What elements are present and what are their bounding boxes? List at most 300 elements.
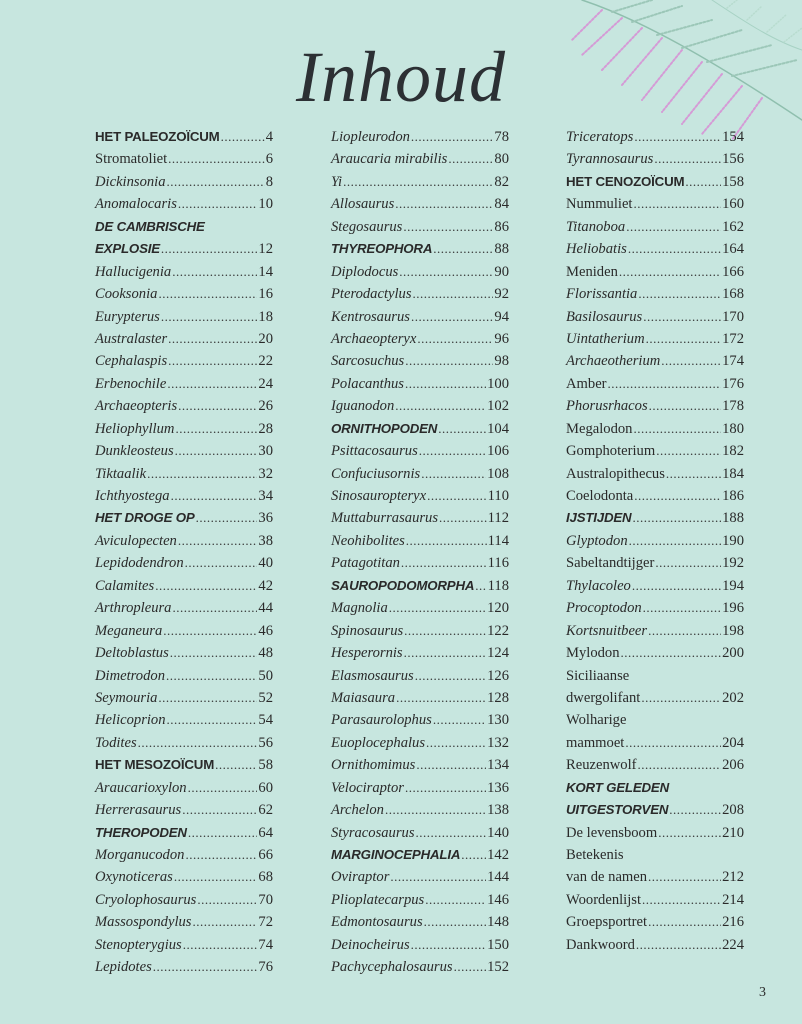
toc-entry-name: Cooksonia <box>95 286 158 303</box>
toc-dot-leader <box>166 665 257 687</box>
toc-page-number: 18 <box>258 308 273 325</box>
toc-entry-name: Australaster <box>95 330 168 347</box>
toc-entry <box>331 171 509 193</box>
toc-entry-name: Stegosaurus <box>331 218 403 235</box>
toc-entry-name: Yi <box>331 173 343 190</box>
toc-entry-name: HET MESOZOÏCUM <box>95 757 215 773</box>
toc-dot-leader <box>426 732 486 754</box>
toc-page-number: 66 <box>258 847 273 863</box>
toc-entry <box>566 328 744 350</box>
toc-dot-leader <box>185 552 258 574</box>
toc-dot-leader <box>404 620 486 642</box>
toc-dot-leader <box>175 440 258 462</box>
toc-page-number: 114 <box>487 532 509 549</box>
toc-entry <box>95 193 273 215</box>
toc-dot-leader <box>405 373 486 395</box>
toc-entry <box>331 283 509 305</box>
toc-page-number: 52 <box>258 689 273 706</box>
toc-entry-name: Oviraptor <box>331 869 390 886</box>
toc-entry <box>566 193 744 215</box>
toc-entry-name: Uintatherium <box>566 330 645 347</box>
toc-entry <box>566 463 744 485</box>
toc-entry <box>95 440 273 462</box>
toc-page-number: 110 <box>487 488 509 504</box>
toc-page-number: 104 <box>487 420 509 437</box>
toc-dot-leader <box>413 283 494 305</box>
toc-dot-leader <box>632 507 721 529</box>
toc-entry-name: Arthropleura <box>95 600 172 617</box>
toc-entry-name: Herrerasaurus <box>95 802 182 819</box>
toc-entry <box>95 889 273 911</box>
toc-page-number: 136 <box>487 779 509 796</box>
toc-entry <box>95 485 273 507</box>
toc-entry-name: Confuciusornis <box>331 465 421 482</box>
toc-dot-leader <box>642 889 721 911</box>
toc-entry-name: Basilosaurus <box>566 308 643 325</box>
toc-entry <box>566 306 744 328</box>
toc-entry-name: HET DROGE OP <box>95 510 195 526</box>
toc-entry <box>95 350 273 372</box>
toc-entry <box>331 777 509 799</box>
toc-dot-leader <box>192 911 257 933</box>
toc-page-number: 116 <box>487 555 509 572</box>
toc-dot-leader <box>170 642 258 664</box>
toc-dot-leader <box>221 126 265 148</box>
toc-entry <box>566 822 744 844</box>
toc-page-number: 78 <box>494 129 509 145</box>
toc-entry <box>566 597 744 619</box>
toc-dot-leader <box>167 171 265 193</box>
toc-entry <box>331 261 509 283</box>
toc-page-number: 12 <box>258 241 273 258</box>
toc-entry-name: Meniden <box>566 263 618 280</box>
toc-entry-name: Groepsportret <box>566 914 648 931</box>
toc-entry <box>95 463 273 485</box>
toc-entry-name: MARGINOCEPHALIA <box>331 847 461 862</box>
toc-entry-name: EXPLOSIE <box>95 241 160 257</box>
toc-dot-leader <box>626 216 721 238</box>
toc-entry <box>331 889 509 911</box>
toc-page-number: 20 <box>258 330 273 347</box>
toc-entry-name: Neohibolites <box>331 532 405 549</box>
toc-page-number: 158 <box>722 173 744 190</box>
toc-entry-name: Parasaurolophus <box>331 712 432 729</box>
toc-entry-name: Lepidodendron <box>95 555 184 572</box>
toc-page-number: 54 <box>258 712 273 729</box>
toc-section-heading <box>566 507 744 529</box>
toc-dot-leader <box>405 350 493 372</box>
toc-entry <box>566 552 744 574</box>
toc-page-number: 64 <box>258 824 273 841</box>
toc-page-number: 44 <box>258 600 273 617</box>
toc-entry-name: Deinocheirus <box>331 936 410 953</box>
toc-dot-leader <box>396 687 486 709</box>
toc-entry-name: Heliophyllum <box>95 420 175 437</box>
toc-dot-leader <box>406 530 487 552</box>
toc-page-number: 198 <box>722 622 744 639</box>
toc-entry-name: Deltoblastus <box>95 645 169 662</box>
toc-dot-leader <box>405 777 486 799</box>
toc-entry <box>566 485 744 507</box>
toc-entry <box>331 956 509 978</box>
toc-entry <box>95 620 273 642</box>
toc-entry <box>95 261 273 283</box>
toc-dot-leader <box>625 732 721 754</box>
toc-entry <box>566 844 744 866</box>
toc-dot-leader <box>655 552 721 574</box>
toc-entry <box>331 687 509 709</box>
toc-page-number: 46 <box>258 622 273 639</box>
toc-dot-leader <box>633 193 721 215</box>
toc-entry-name: Pterodactylus <box>331 286 412 303</box>
toc-entry-name: Tiktaalik <box>95 465 147 482</box>
toc-dot-leader <box>433 238 493 260</box>
toc-page-number: 210 <box>722 824 744 841</box>
toc-dot-leader <box>158 687 257 709</box>
toc-dot-leader <box>161 306 258 328</box>
toc-section-heading <box>331 418 509 440</box>
toc-entry <box>566 440 744 462</box>
toc-entry-name: Calamites <box>95 577 155 594</box>
toc-dot-leader <box>648 866 721 888</box>
toc-dot-leader <box>658 822 721 844</box>
toc-page-number: 138 <box>487 802 509 819</box>
toc-entry <box>95 171 273 193</box>
toc-page-number: 4 <box>265 129 273 145</box>
toc-entry-name: Florissantia <box>566 286 638 303</box>
toc-entry-name: Styracosaurus <box>331 824 415 841</box>
toc-entry <box>331 822 509 844</box>
toc-dot-leader <box>634 485 721 507</box>
toc-page-number: 8 <box>265 173 273 190</box>
toc-dot-leader <box>411 126 493 148</box>
toc-dot-leader <box>421 463 486 485</box>
toc-dot-leader <box>168 148 265 170</box>
toc-column-1 <box>95 126 273 979</box>
toc-page-number: 70 <box>258 891 273 908</box>
toc-entry-name: Sabeltandtijger <box>566 555 655 572</box>
toc-entry <box>95 687 273 709</box>
toc-entry <box>566 732 744 754</box>
toc-entry-name: Kentrosaurus <box>331 308 410 325</box>
toc-page-number: 58 <box>258 757 273 774</box>
toc-dot-leader <box>161 238 258 260</box>
toc-entry <box>331 754 509 776</box>
toc-entry <box>566 620 744 642</box>
toc-page-number: 122 <box>487 622 509 639</box>
toc-page-number: 216 <box>722 914 744 931</box>
toc-page-number: 196 <box>722 600 744 617</box>
toc-entry-name: Procoptodon <box>566 600 642 617</box>
toc-entry <box>566 530 744 552</box>
toc-entry-name: HET PALEOZOÏCUM <box>95 129 220 144</box>
toc-entry <box>566 148 744 170</box>
toc-entry-name: Eurypterus <box>95 308 160 325</box>
toc-dot-leader <box>427 485 487 507</box>
toc-entry <box>95 642 273 664</box>
toc-dot-leader <box>171 485 258 507</box>
toc-dot-leader <box>641 687 721 709</box>
toc-page-number: 28 <box>258 420 273 437</box>
toc-section-heading <box>331 575 509 597</box>
toc-dot-leader <box>196 507 258 529</box>
toc-entry-name: THEROPODEN <box>95 824 187 840</box>
toc-entry-name: Hallucigenia <box>95 263 172 280</box>
toc-dot-leader <box>654 148 721 170</box>
toc-page-number: 14 <box>258 263 273 280</box>
toc-entry-name: SAUROPODOMORPHA <box>331 577 475 593</box>
toc-entry <box>95 373 273 395</box>
toc-entry-name: Dunkleosteus <box>95 443 174 460</box>
toc-entry-name: Stenopterygius <box>95 936 182 953</box>
toc-dot-leader <box>399 261 493 283</box>
toc-page-number: 162 <box>722 218 744 235</box>
toc-entry-name: Patagotitan <box>331 555 400 572</box>
toc-entry-name: Spinosaurus <box>331 622 404 639</box>
toc-entry-name: Meganeura <box>95 622 163 639</box>
toc-entry-name: Archaeopteryx <box>331 330 417 347</box>
toc-page-number: 180 <box>722 420 744 437</box>
toc-page-number: 76 <box>258 959 273 976</box>
toc-page-number: 130 <box>487 712 509 729</box>
toc-dot-leader <box>638 754 722 776</box>
toc-entry-name: Polacanthus <box>331 375 404 392</box>
toc-entry-name: Muttaburrasaurus <box>331 510 439 527</box>
toc-dot-leader <box>638 283 721 305</box>
toc-entry <box>331 597 509 619</box>
toc-dot-leader <box>433 709 486 731</box>
toc-page-number: 190 <box>722 532 744 549</box>
toc-entry <box>331 485 509 507</box>
toc-dot-leader <box>439 507 487 529</box>
toc-entry <box>331 911 509 933</box>
toc-page-number: 60 <box>258 779 273 796</box>
toc-page-number: 152 <box>487 959 509 976</box>
toc-entry-name: Magnolia <box>331 600 388 617</box>
toc-entry <box>566 575 744 597</box>
toc-entry-name: Allosaurus <box>331 196 395 213</box>
toc-page-number: 36 <box>258 510 273 527</box>
toc-page-number: 32 <box>258 465 273 482</box>
toc-page-number: 170 <box>722 308 744 325</box>
toc-dot-leader <box>648 620 721 642</box>
toc-entry-name: Wolharige <box>566 712 627 729</box>
toc-dot-leader <box>608 373 722 395</box>
toc-section-heading <box>95 822 273 844</box>
toc-entry <box>566 889 744 911</box>
toc-entry <box>331 732 509 754</box>
toc-dot-leader <box>417 328 493 350</box>
toc-dot-leader <box>628 238 721 260</box>
toc-dot-leader <box>416 822 487 844</box>
toc-page-number: 144 <box>487 869 509 886</box>
toc-entry <box>566 238 744 260</box>
toc-entry-name: Todites <box>95 734 137 751</box>
toc-page-number: 16 <box>258 286 273 303</box>
toc-entry-name: Siciliaanse <box>566 667 630 684</box>
toc-entry <box>331 799 509 821</box>
toc-dot-leader <box>404 642 486 664</box>
toc-dot-leader <box>424 911 486 933</box>
toc-entry-name: KORT GELEDEN <box>566 779 670 795</box>
toc-entry <box>566 216 744 238</box>
toc-page-number: 118 <box>487 577 509 594</box>
toc-page-number: 186 <box>722 488 744 504</box>
toc-page-number: 194 <box>722 577 744 594</box>
toc-entry-name: Cephalaspis <box>95 353 168 370</box>
toc-entry-name: Mylodon <box>566 645 620 662</box>
toc-entry-name: UITGESTORVEN <box>566 802 669 818</box>
toc-entry <box>95 575 273 597</box>
toc-page-number: 150 <box>487 936 509 953</box>
toc-entry-name: Helicoprion <box>95 712 166 729</box>
toc-entry <box>331 350 509 372</box>
toc-section-heading <box>566 799 744 821</box>
toc-entry <box>95 395 273 417</box>
toc-dot-leader <box>415 665 486 687</box>
toc-dot-leader <box>643 306 721 328</box>
toc-entry <box>95 934 273 956</box>
toc-entry <box>331 642 509 664</box>
toc-entry-name: Psittacosaurus <box>331 443 418 460</box>
toc-page-number: 56 <box>258 734 273 751</box>
toc-entry <box>95 709 273 731</box>
toc-dot-leader <box>175 418 257 440</box>
toc-entry-name: Hesperornis <box>331 645 403 662</box>
toc-page-number: 84 <box>494 196 509 213</box>
toc-page-number: 154 <box>722 129 744 145</box>
toc-page-number: 96 <box>494 330 509 347</box>
toc-page-number: 128 <box>487 689 509 706</box>
toc-entry-name: Gomphoterium <box>566 443 656 460</box>
toc-entry-name: Cryolophosaurus <box>95 891 197 908</box>
toc-entry <box>566 934 744 956</box>
toc-entry-name: Sinosauropteryx <box>331 488 427 504</box>
toc-entry-name: Heliobatis <box>566 241 627 258</box>
toc-dot-leader <box>461 844 486 866</box>
toc-page-number: 10 <box>258 196 273 213</box>
toc-dot-leader <box>454 956 487 978</box>
toc-entry-name: De levensboom <box>566 824 658 841</box>
toc-page-number: 120 <box>487 600 509 617</box>
toc-entry-name: Seymouria <box>95 689 158 706</box>
toc-page-number: 86 <box>494 218 509 235</box>
toc-page-number: 214 <box>722 891 744 908</box>
toc-entry <box>566 911 744 933</box>
toc-page-number: 200 <box>722 645 744 662</box>
toc-entry-name: Thylacoleo <box>566 577 631 594</box>
toc-entry <box>566 866 744 888</box>
toc-dot-leader <box>646 328 721 350</box>
toc-entry-name: Edmontosaurus <box>331 914 423 931</box>
toc-section-heading <box>95 238 273 260</box>
toc-entry-name: Archaeotherium <box>566 353 661 370</box>
toc-entry <box>95 328 273 350</box>
toc-dot-leader <box>634 126 721 148</box>
toc-column-3 <box>566 126 744 956</box>
toc-page-number: 92 <box>494 286 509 303</box>
toc-entry-name: dwergolifant <box>566 689 641 706</box>
toc-entry-name: ORNITHOPODEN <box>331 420 438 436</box>
toc-dot-leader <box>661 350 721 372</box>
toc-dot-leader <box>155 575 257 597</box>
toc-entry-name: Morganucodon <box>95 847 185 863</box>
toc-entry <box>331 934 509 956</box>
toc-entry-name: Betekenis <box>566 847 624 863</box>
toc-entry <box>331 440 509 462</box>
toc-entry-name: DE CAMBRISCHE <box>95 218 205 234</box>
toc-entry-name: Ichthyostega <box>95 488 170 504</box>
toc-entry-name: Euoplocephalus <box>331 734 426 751</box>
toc-entry-name: Anomalocaris <box>95 196 177 213</box>
toc-entry <box>331 463 509 485</box>
toc-page-number: 148 <box>487 914 509 931</box>
toc-page-number: 98 <box>494 353 509 370</box>
toc-entry <box>95 418 273 440</box>
toc-entry-name: Erbenochile <box>95 375 167 392</box>
toc-entry-name: Reuzenwolf <box>566 757 637 774</box>
toc-dot-leader <box>403 216 493 238</box>
toc-entry-name: Archaeopteris <box>95 398 178 415</box>
toc-dot-leader <box>168 328 257 350</box>
toc-page-number: 50 <box>258 667 273 684</box>
toc-page-number: 146 <box>487 891 509 908</box>
toc-dot-leader <box>172 597 257 619</box>
toc-section-heading <box>566 777 744 799</box>
toc-entry-name: Maiasaura <box>331 689 396 706</box>
toc-entry <box>95 866 273 888</box>
toc-dot-leader <box>425 889 486 911</box>
toc-entry <box>331 373 509 395</box>
toc-page-number: 74 <box>258 936 273 953</box>
toc-page-number: 100 <box>487 375 509 392</box>
toc-section-heading <box>95 126 273 148</box>
toc-dot-leader <box>178 395 257 417</box>
toc-page-number: 6 <box>265 151 273 168</box>
toc-page-number: 174 <box>722 353 744 370</box>
toc-entry <box>95 956 273 978</box>
toc-entry <box>331 306 509 328</box>
toc-entry <box>566 665 744 687</box>
toc-page-number: 208 <box>722 802 744 819</box>
toc-dot-leader <box>167 709 258 731</box>
toc-page-number: 34 <box>258 488 273 504</box>
toc-entry <box>331 665 509 687</box>
toc-dot-leader <box>419 440 486 462</box>
toc-entry <box>566 126 744 148</box>
toc-page-number: 62 <box>258 802 273 819</box>
toc-dot-leader <box>669 799 721 821</box>
toc-page-number: 142 <box>487 847 509 863</box>
toc-dot-leader <box>395 193 493 215</box>
toc-dot-leader <box>385 799 486 821</box>
toc-entry-name: Diplodocus <box>331 263 399 280</box>
toc-entry <box>95 911 273 933</box>
toc-dot-leader <box>390 866 486 888</box>
toc-dot-leader <box>395 395 486 417</box>
toc-column-2 <box>331 126 509 979</box>
toc-entry <box>95 597 273 619</box>
toc-dot-leader <box>343 171 493 193</box>
toc-dot-leader <box>147 463 257 485</box>
toc-dot-leader <box>153 956 258 978</box>
toc-page-number: 72 <box>258 914 273 931</box>
toc-page-number: 182 <box>722 443 744 460</box>
toc-page-number: 204 <box>722 734 744 751</box>
toc-entry <box>331 216 509 238</box>
toc-entry-name: Lepidotes <box>95 959 152 976</box>
toc-dot-leader <box>619 261 721 283</box>
